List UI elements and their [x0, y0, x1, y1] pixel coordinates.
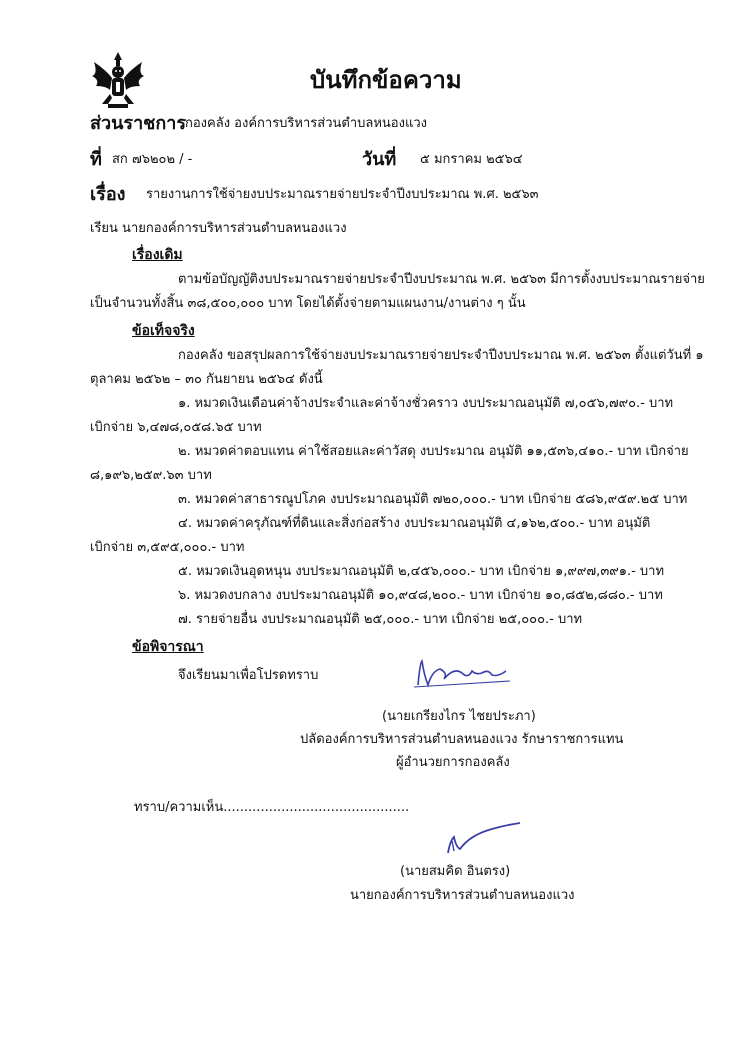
ref-value: สก ๗๖๒๐๒ / - [112, 152, 193, 167]
document-title: บันทึกข้อความ [310, 66, 462, 94]
subject-value: รายงานการใช้จ่ายงบประมาณรายจ่ายประจำปีงบประมาณ พ.ศ. ๒๕๖๓ [146, 187, 539, 202]
acknowledge-line: ทราบ/ความเห็น............................................. [134, 800, 410, 815]
background-line-1: ตามข้อบัญญัติงบประมาณรายจ่ายประจำปีงบประมาณ พ.ศ. ๒๕๖๓ มีการตั้งงบประมาณรายจ่าย [178, 272, 705, 287]
signer-2-name: (นายสมคิด อินตรง) [400, 864, 511, 879]
signer-2-position: นายกองค์การบริหารส่วนตำบลหนองแวง [350, 888, 575, 903]
consideration-text: จึงเรียนมาเพื่อโปรดทราบ [178, 668, 319, 683]
background-line-2: เป็นจำนวนทั้งสิ้น ๓๘,๕๐๐,๐๐๐ บาท โดยได้ตั้งจ่ายตามแผนงาน/งานต่าง ๆ นั้น [90, 296, 526, 311]
item-2-line-1: ๒. หมวดค่าตอบแทน ค่าใช้สอยและค่าวัสดุ งบประมาณ อนุมัติ ๑๑,๕๓๖,๔๑๐.- บาท เบิกจ่าย [178, 444, 689, 459]
consideration-heading: ข้อพิจารณา [132, 639, 204, 655]
signature-1 [410, 655, 520, 695]
item-4-line-2: เบิกจ่าย ๓,๕๙๕,๐๐๐.- บาท [90, 540, 245, 555]
dept-value: กองคลัง องค์การบริหารส่วนตำบลหนองแวง [185, 116, 427, 131]
subject-label: เรื่อง [90, 184, 126, 205]
item-2-line-2: ๘,๑๙๖,๒๕๙.๖๓ บาท [90, 468, 212, 483]
signer-1-name: (นายเกรียงไกร ไชยประภา) [382, 709, 536, 724]
item-3: ๓. หมวดค่าสาธารณูปโภค งบประมาณอนุมัติ ๗๒๐,๐๐๐.- บาท เบิกจ่าย ๕๘๖,๙๕๙.๒๕ บาท [178, 492, 688, 507]
addressee: เรียน นายกองค์การบริหารส่วนตำบลหนองแวง [90, 221, 347, 236]
signature-2 [440, 815, 530, 860]
item-5: ๕. หมวดเงินอุดหนุน งบประมาณอนุมัติ ๒,๔๕๖,๐๐๐.- บาท เบิกจ่าย ๑,๙๙๗,๓๙๑.- บาท [178, 564, 665, 579]
signer-1-position-2: ผู้อำนวยการกองคลัง [396, 755, 510, 770]
date-label: วันที่ [362, 149, 397, 170]
item-7: ๗. รายจ่ายอื่น งบประมาณอนุมัติ ๒๕,๐๐๐.- บาท เบิกจ่าย ๒๕,๐๐๐.- บาท [178, 612, 583, 627]
garuda-emblem [86, 50, 150, 112]
signer-1-position-1: ปลัดองค์การบริหารส่วนตำบลหนองแวง รักษาราชการแทน [300, 732, 624, 747]
dept-label: ส่วนราชการ [90, 113, 187, 134]
ref-label: ที่ [90, 149, 102, 170]
date-value: ๕ มกราคม ๒๕๖๔ [420, 152, 523, 167]
facts-heading: ข้อเท็จจริง [132, 323, 195, 339]
facts-intro-1: กองคลัง ขอสรุปผลการใช้จ่ายงบประมาณรายจ่ายประจำปีงบประมาณ พ.ศ. ๒๕๖๓ ตั้งแต่วันที่ ๑ [178, 348, 704, 363]
background-heading: เรื่องเดิม [132, 247, 183, 263]
item-1-line-1: ๑. หมวดเงินเดือนค่าจ้างประจำและค่าจ้างชั่วคราว งบประมาณอนุมัติ ๗,๐๕๖,๗๙๐.- บาท [178, 396, 674, 411]
item-6: ๖. หมวดงบกลาง งบประมาณอนุมัติ ๑๐,๙๔๘,๒๐๐.- บาท เบิกจ่าย ๑๐,๘๕๒,๘๘๐.- บาท [178, 588, 663, 603]
item-1-line-2: เบิกจ่าย ๖,๔๗๘,๐๕๘.๖๕ บาท [90, 420, 262, 435]
item-4-line-1: ๔. หมวดค่าครุภัณฑ์ที่ดินและสิ่งก่อสร้าง งบประมาณอนุมัติ ๔,๑๖๒,๕๐๐.- บาท อนุมัติ [178, 516, 651, 531]
facts-intro-2: ตุลาคม ๒๕๖๒ – ๓๐ กันยายน ๒๕๖๔ ดังนี้ [90, 372, 323, 387]
